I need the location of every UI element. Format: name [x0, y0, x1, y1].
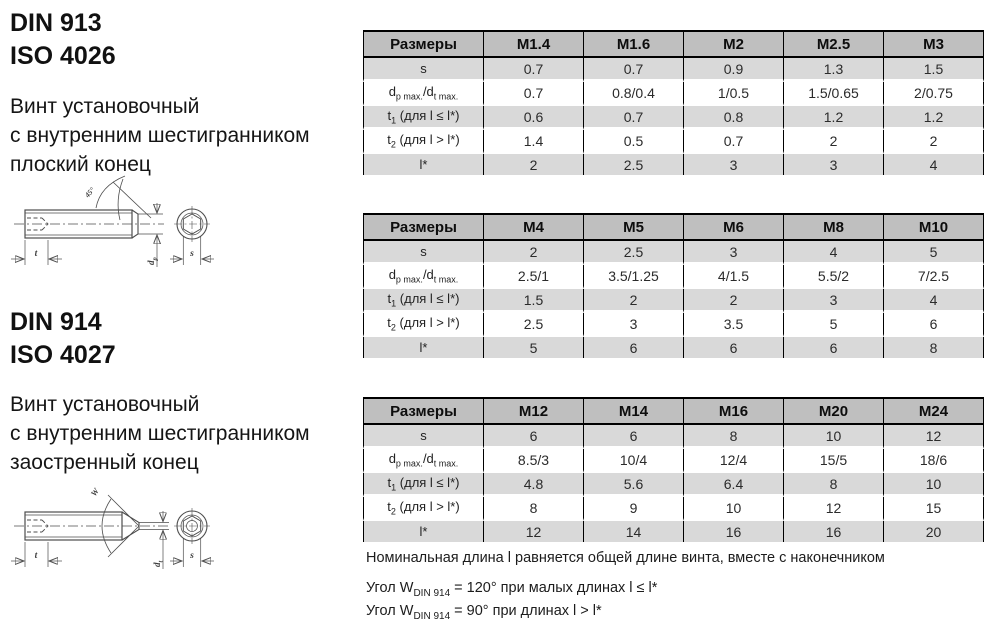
dim-label-dp: $d_p$ — [146, 257, 159, 265]
cell: 3.5 — [684, 313, 784, 337]
dimension-dt — [139, 511, 169, 569]
description-line: с внутренним шестигранником — [10, 124, 310, 147]
row-label-l: l* — [363, 154, 484, 175]
cell: 0.9 — [684, 58, 784, 82]
cell: 5.6 — [584, 473, 684, 497]
cell: 2.5 — [584, 154, 684, 175]
cell: 18/6 — [884, 449, 984, 473]
row-label-s: s — [363, 241, 484, 265]
cell: 1.2 — [884, 106, 984, 130]
angle-label: 45° — [82, 185, 97, 200]
cell: 3.5/1.25 — [584, 265, 684, 289]
table-sizes-m4-to-m10 — [363, 213, 984, 358]
dim-label-t: t — [34, 551, 38, 561]
cell: 3 — [684, 241, 784, 265]
col-header: M6 — [684, 213, 784, 241]
cell: 12 — [484, 521, 584, 542]
standard-block-din913 — [10, 7, 116, 73]
drawing-din914-cone-point — [2, 474, 242, 574]
row-label-t2: $t_2$ (для l > l*) — [363, 313, 484, 337]
cell: 10 — [684, 497, 784, 521]
cell: 14 — [584, 521, 684, 542]
cell: 2 — [884, 130, 984, 154]
table-header-row — [363, 30, 984, 58]
cell: 6 — [684, 337, 784, 358]
note-angle-120: Угол $W_{DIN 914} = 120^\circ$ при малых длинах l ≤ l* — [366, 580, 658, 599]
cell: 0.7 — [484, 82, 584, 106]
col-header: M1.6 — [584, 30, 684, 58]
table-header-row — [363, 397, 984, 425]
cell: 2 — [684, 289, 784, 313]
cell: 2 — [484, 241, 584, 265]
dimension-t — [11, 240, 62, 265]
col-header: M12 — [484, 397, 584, 425]
cell: 6.4 — [684, 473, 784, 497]
description-flat-end — [10, 92, 310, 179]
end-view — [174, 508, 210, 544]
dim-label-t: t — [34, 249, 38, 259]
description-cone-end — [10, 390, 310, 477]
col-header: M2.5 — [784, 30, 884, 58]
cell: 8 — [484, 497, 584, 521]
cell: 2 — [484, 154, 584, 175]
cell: 10 — [884, 473, 984, 497]
col-header: M1.4 — [484, 30, 584, 58]
cell: 16 — [784, 521, 884, 542]
cell: 6 — [584, 337, 684, 358]
cell: 0.8 — [684, 106, 784, 130]
cell: 1.2 — [784, 106, 884, 130]
cell: 2 — [784, 130, 884, 154]
cell: 0.6 — [484, 106, 584, 130]
row-l — [363, 337, 984, 358]
end-view — [174, 206, 210, 242]
cell: 16 — [684, 521, 784, 542]
row-label-l: l* — [363, 521, 484, 542]
cell: 3 — [584, 313, 684, 337]
standard-din914: DIN 914 — [10, 308, 102, 336]
row-t2 — [363, 130, 984, 154]
cell: 10 — [784, 425, 884, 449]
cell: 0.7 — [484, 58, 584, 82]
table-sizes-m12-to-m24 — [363, 397, 984, 542]
col-header: M4 — [484, 213, 584, 241]
row-label-t1: $t_1$ (для l ≤ l*) — [363, 289, 484, 313]
cell: 20 — [884, 521, 984, 542]
col-header: M24 — [884, 397, 984, 425]
row-l — [363, 521, 984, 542]
row-label-dp-dt: $d_{p max.}/d_{t max.}$ — [363, 265, 484, 289]
cell: 4/1.5 — [684, 265, 784, 289]
col-header: M5 — [584, 213, 684, 241]
row-label-dp-dt: $d_{p max.}/d_{t max.}$ — [363, 449, 484, 473]
cell: 0.7 — [584, 106, 684, 130]
header-sizes: Размеры — [363, 30, 484, 58]
cell: 6 — [884, 313, 984, 337]
note-angle-90: Угол $W_{DIN 914} = 90^\circ$ при длинах l > l* — [366, 603, 602, 622]
cell: 1.5 — [484, 289, 584, 313]
cell: 10/4 — [584, 449, 684, 473]
cell: 8 — [784, 473, 884, 497]
row-label-t1: $t_1$ (для l ≤ l*) — [363, 106, 484, 130]
description-line: заостренный конец — [10, 451, 199, 474]
cell: 1/0.5 — [684, 82, 784, 106]
header-sizes: Размеры — [363, 397, 484, 425]
cell: 1.3 — [784, 58, 884, 82]
row-dp-dt — [363, 449, 984, 473]
row-label-s: s — [363, 425, 484, 449]
cell: 0.7 — [684, 130, 784, 154]
dim-label-s: s — [190, 551, 194, 561]
cell: 12/4 — [684, 449, 784, 473]
row-dp-dt — [363, 265, 984, 289]
col-header: M10 — [884, 213, 984, 241]
col-header: M2 — [684, 30, 784, 58]
cell: 1.4 — [484, 130, 584, 154]
cell: 2/0.75 — [884, 82, 984, 106]
standard-din913: DIN 913 — [10, 9, 102, 37]
description-line: плоский конец — [10, 153, 151, 176]
cell: 4.8 — [484, 473, 584, 497]
dimension-dp — [138, 203, 163, 267]
table-sizes-m1-4-to-m3 — [363, 30, 984, 175]
description-line: Винт установочный — [10, 393, 200, 416]
cell: 8 — [684, 425, 784, 449]
col-header: M3 — [884, 30, 984, 58]
row-label-l: l* — [363, 337, 484, 358]
cell: 6 — [484, 425, 584, 449]
row-label-t2: $t_2$ (для l > l*) — [363, 497, 484, 521]
cell: 7/2.5 — [884, 265, 984, 289]
cone-angle-callout — [88, 485, 139, 557]
row-label-dp-dt: $d_{p max.}/d_{t max.}$ — [363, 82, 484, 106]
row-s — [363, 425, 984, 449]
cell: 0.5 — [584, 130, 684, 154]
cell: 5 — [784, 313, 884, 337]
col-header: M8 — [784, 213, 884, 241]
cell: 9 — [584, 497, 684, 521]
cell: 2.5 — [584, 241, 684, 265]
cell: 1.5 — [884, 58, 984, 82]
dim-label-dt: $d_t$ — [152, 560, 165, 567]
row-label-s: s — [363, 58, 484, 82]
cell: 5 — [484, 337, 584, 358]
cell: 1.5/0.65 — [784, 82, 884, 106]
cell: 15/5 — [784, 449, 884, 473]
cell: 3 — [784, 289, 884, 313]
cell: 2.5/1 — [484, 265, 584, 289]
cell: 3 — [784, 154, 884, 175]
col-header: M16 — [684, 397, 784, 425]
header-sizes: Размеры — [363, 213, 484, 241]
cell: 12 — [784, 497, 884, 521]
angle-label: W — [88, 486, 101, 499]
row-t1 — [363, 473, 984, 497]
cell: 5.5/2 — [784, 265, 884, 289]
cell: 5 — [884, 241, 984, 265]
dimension-t — [11, 542, 62, 567]
description-line: с внутренним шестигранником — [10, 422, 310, 445]
chamfer-angle-callout — [82, 176, 151, 220]
cell: 6 — [784, 337, 884, 358]
cell: 12 — [884, 425, 984, 449]
note-nominal-length: Номинальная длина l равняется общей длине винта, вместе с наконечником — [366, 550, 885, 566]
cell: 0.7 — [584, 58, 684, 82]
cell: 8.5/3 — [484, 449, 584, 473]
table-header-row — [363, 213, 984, 241]
cell: 2 — [584, 289, 684, 313]
row-t2 — [363, 313, 984, 337]
col-header: M20 — [784, 397, 884, 425]
drawing-din913-flat-point — [2, 172, 242, 272]
row-label-t1: $t_1$ (для l ≤ l*) — [363, 473, 484, 497]
cell: 0.8/0.4 — [584, 82, 684, 106]
row-dp-dt — [363, 82, 984, 106]
col-header: M14 — [584, 397, 684, 425]
cell: 4 — [884, 154, 984, 175]
standard-block-din914 — [10, 306, 116, 372]
row-t1 — [363, 106, 984, 130]
row-t1 — [363, 289, 984, 313]
cell: 2.5 — [484, 313, 584, 337]
dim-label-s: s — [190, 249, 194, 259]
cell: 6 — [584, 425, 684, 449]
cell: 8 — [884, 337, 984, 358]
cell: 3 — [684, 154, 784, 175]
row-label-t2: $t_2$ (для l > l*) — [363, 130, 484, 154]
row-s — [363, 58, 984, 82]
row-t2 — [363, 497, 984, 521]
cell: 4 — [784, 241, 884, 265]
standard-iso4026: ISO 4026 — [10, 42, 116, 70]
cell: 15 — [884, 497, 984, 521]
row-s — [363, 241, 984, 265]
description-line: Винт установочный — [10, 95, 200, 118]
row-l — [363, 154, 984, 175]
cell: 4 — [884, 289, 984, 313]
standard-iso4027: ISO 4027 — [10, 341, 116, 369]
